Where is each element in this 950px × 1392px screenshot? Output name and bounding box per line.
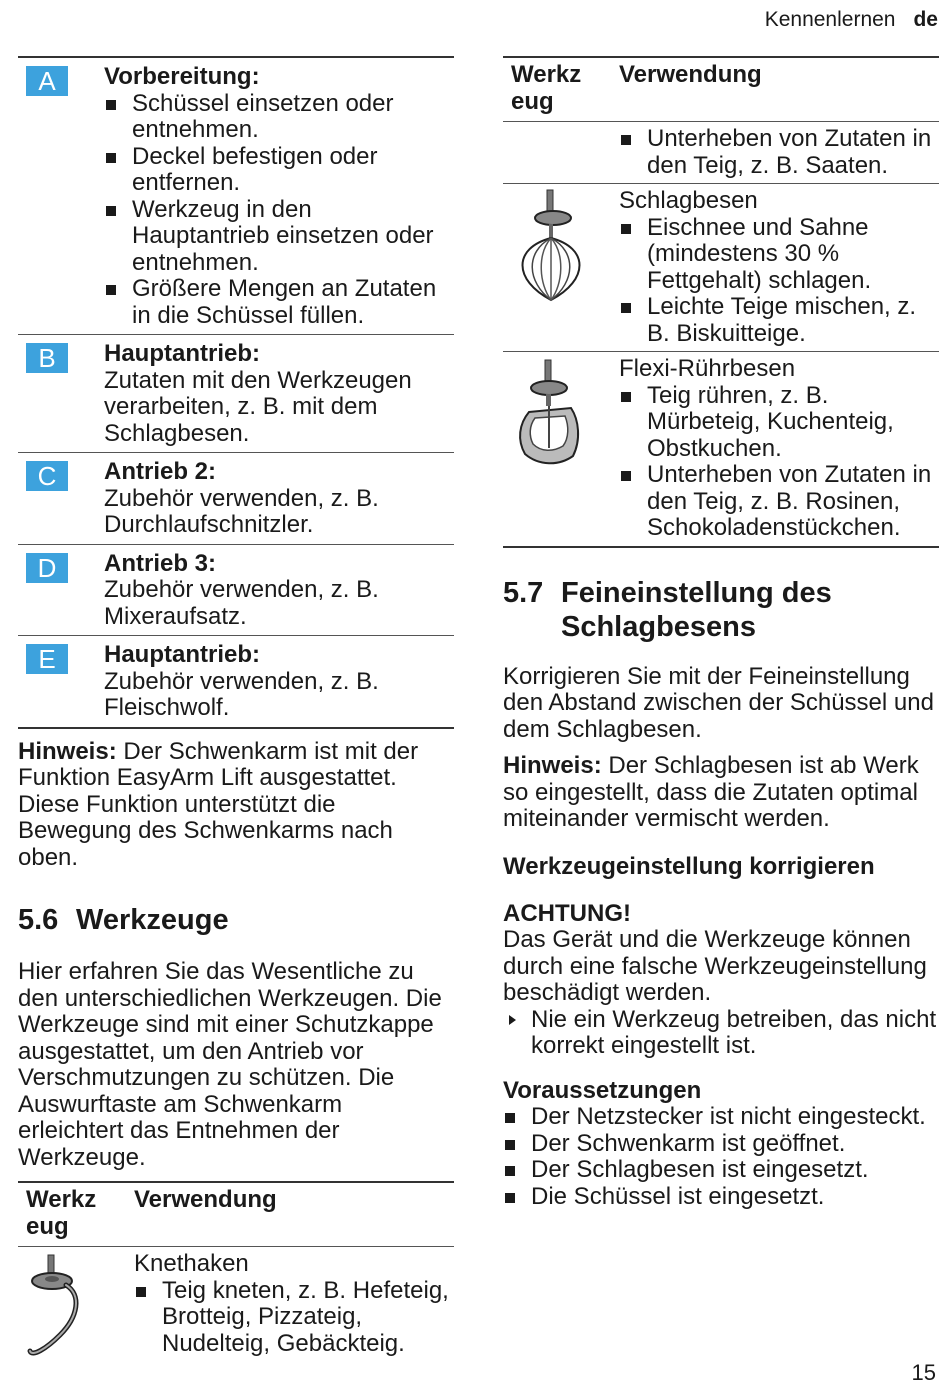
- list-item: Deckel befestigen oder entfernen.: [104, 144, 454, 197]
- section-number: 5.7: [503, 576, 544, 609]
- section-title: Werkzeuge: [76, 904, 229, 936]
- list-item: Der Schwenkarm ist geöffnet.: [503, 1131, 939, 1158]
- whisk-icon: [507, 188, 603, 308]
- tool-usage-list: [619, 126, 939, 179]
- legend-text: Zubehör verwenden, z. B. Fleischwolf.: [104, 667, 379, 721]
- prerequisites-list: [503, 1104, 939, 1210]
- list-item: Unterheben von Zutaten in den Teig, z. B. Saaten.: [619, 126, 939, 179]
- section-number: 5.6: [18, 904, 59, 936]
- legend-title: Vorbereitung:: [104, 63, 260, 90]
- col-header-tool: Werkzeug: [26, 1186, 97, 1240]
- list-item: Werkzeug in den Hauptantrieb einsetzen oder entnehmen.: [104, 197, 454, 277]
- legend-row-e: [18, 636, 454, 729]
- tool-table-header-cont: [503, 58, 939, 122]
- tool-table-header: [18, 1183, 454, 1247]
- legend-badge: E: [26, 644, 68, 674]
- section-title-line2: Schlagbesens: [561, 610, 757, 643]
- tool-row-schlagbesen: [503, 184, 939, 352]
- schlagbesen-image: [503, 188, 619, 347]
- note-label: Hinweis:: [18, 737, 117, 765]
- legend-text: Zubehör verwenden, z. B. Mixeraufsatz.: [104, 576, 379, 630]
- knethaken-image: [18, 1251, 134, 1363]
- col-header-tool: Werkzeug: [511, 61, 582, 115]
- tool-row-flexi: [503, 352, 939, 548]
- legend-text: Zubehör verwenden, z. B. Durchlaufschnitzler.: [104, 484, 379, 538]
- section-heading-5-7: [503, 576, 939, 644]
- list-item: Leichte Teige mischen, z. B. Biskuitteige.: [619, 294, 939, 347]
- list-item: Der Netzstecker ist nicht eingesteckt.: [503, 1104, 939, 1131]
- tool-name: Knethaken: [134, 1250, 249, 1277]
- header-language: de: [913, 8, 938, 31]
- legend-row-d: [18, 545, 454, 637]
- subheading-correct-setting: Werkzeugeinstellung korrigieren: [503, 852, 875, 880]
- dough-hook-icon: [22, 1251, 110, 1363]
- warning-block: [503, 901, 939, 1060]
- prerequisites-block: [503, 1078, 939, 1211]
- note-factory-setting: [503, 753, 939, 833]
- col-header-usage: Verwendung: [134, 1186, 277, 1213]
- flexi-beater-icon: [507, 356, 603, 476]
- legend-row-a: [18, 58, 454, 335]
- list-item: Der Schlagbesen ist eingesetzt.: [503, 1157, 939, 1184]
- legend-row-c: [18, 453, 454, 545]
- legend-badge: B: [26, 343, 68, 373]
- tool-usage-list: [619, 383, 939, 542]
- list-item: Eischnee und Sahne (mindestens 30 % Fettgehalt) schlagen.: [619, 215, 939, 295]
- list-item: Die Schüssel ist eingesetzt.: [503, 1184, 939, 1211]
- tool-row-continued: [503, 122, 939, 184]
- header-section: Kennenlernen: [764, 8, 896, 31]
- legend-badge: C: [26, 461, 68, 491]
- page-number: 15: [911, 1360, 936, 1385]
- legend-title: Hauptantrieb:: [104, 641, 260, 668]
- note-text: Der Schwenkarm ist mit der Funktion EasyArm Lift ausgestattet. Diese Funktion unterstützt die Bewegung des Schwenkarms nach oben.: [18, 737, 419, 871]
- legend-list: [104, 91, 454, 330]
- legend-row-b: [18, 335, 454, 453]
- section-heading-5-6: [18, 903, 454, 937]
- legend-title: Antrieb 3:: [104, 549, 217, 577]
- tool-name: Flexi-Rührbesen: [619, 355, 796, 382]
- legend-badge: D: [26, 553, 68, 583]
- tool-row-knethaken: [18, 1247, 454, 1367]
- note-label: Hinweis:: [503, 752, 602, 779]
- section-title-line1: Feineinstellung des: [561, 576, 832, 609]
- legend-title: Hauptantrieb:: [104, 340, 260, 367]
- list-item: Größere Mengen an Zutaten in die Schüssel füllen.: [104, 276, 454, 329]
- tool-usage-list: [134, 1278, 454, 1358]
- legend-text: Zutaten mit den Werkzeugen verarbeiten, z. B. mit dem Schlagbesen.: [104, 366, 412, 447]
- warning-title: ACHTUNG!: [503, 899, 631, 927]
- list-item: Teig rühren, z. B. Mürbeteig, Kuchenteig, Obstkuchen.: [619, 383, 939, 463]
- legend-title: Antrieb 2:: [104, 458, 217, 485]
- right-column: [503, 56, 939, 1210]
- list-item: Teig kneten, z. B. Hefeteig, Brotteig, Pizzateig, Nudelteig, Gebäckteig.: [134, 1278, 454, 1358]
- note-easyarm: [18, 739, 454, 872]
- list-item: Nie ein Werkzeug betreiben, das nicht korrekt eingestellt ist.: [503, 1007, 939, 1060]
- col-header-usage: Verwendung: [619, 61, 762, 88]
- tools-intro: Hier erfahren Sie das Wesentliche zu den unterschiedlichen Werkzeugen. Die Werkzeuge sind mit einer Schutzkappe ausgestattet, um den Antrieb vor Verschmutzungen zu schützen. Die Auswurftaste am Schwenkarm erleichtert das Entnehmen der Werkzeuge.: [18, 958, 442, 1171]
- note-text: Der Schlagbesen ist ab Werk so eingestellt, dass die Zutaten optimal miteinander vermischt werden.: [503, 752, 919, 832]
- page-header: [765, 8, 938, 32]
- tool-name: Schlagbesen: [619, 187, 758, 214]
- list-item: Schüssel einsetzen oder entnehmen.: [104, 91, 454, 144]
- legend-badge: A: [26, 66, 68, 96]
- flexi-image: [503, 356, 619, 542]
- list-item: Unterheben von Zutaten in den Teig, z. B. Rosinen, Schokoladenstückchen.: [619, 462, 939, 542]
- prerequisites-title: Voraussetzungen: [503, 1076, 702, 1104]
- left-column: [18, 56, 454, 1367]
- warning-list: [503, 1007, 939, 1060]
- fine-adjust-intro: Korrigieren Sie mit der Feineinstellung den Abstand zwischen der Schüssel und dem Schlagbesen.: [503, 662, 934, 743]
- warning-text: Das Gerät und die Werkzeuge können durch eine falsche Werkzeugeinstellung beschädigt werden.: [503, 926, 927, 1006]
- tool-usage-list: [619, 215, 939, 348]
